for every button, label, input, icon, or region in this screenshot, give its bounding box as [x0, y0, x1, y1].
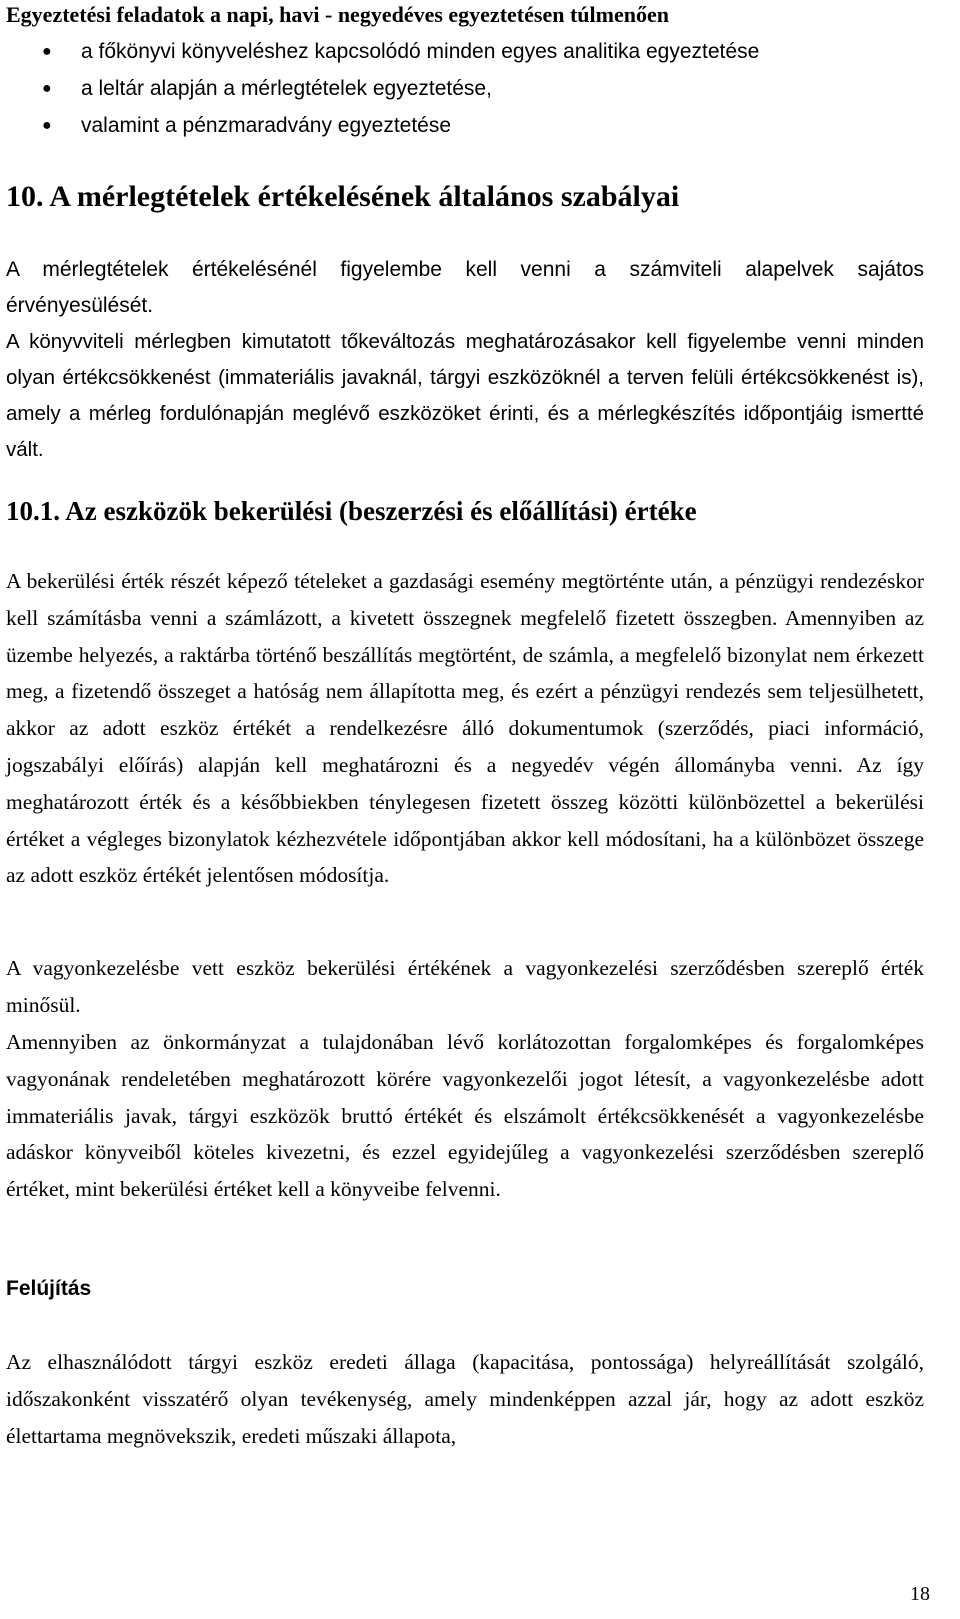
reconciliation-heading: Egyeztetési feladatok a napi, havi - negyedéves egyeztetésen túlmenően — [6, 2, 669, 27]
section-10-1-title: 10.1. Az eszközök bekerülési (beszerzési és előállítási) értéke — [6, 496, 697, 526]
section-10-1-paragraph-1: A bekerülési érték részét képező tételeket a gazdasági esemény megtörténte után, a pénzügyi rendezéskor kell számításba venni a számlázott, a kivetett összegnek megfelelő fizetett összegben. Amennyiben az üzembe helyezés, a raktárba történő beszállítás megtörtént, de számla, a megfelelő bizonylat nem érkezett meg, a fizetendő összeget a hatóság nem állapította meg, és ezért a pénzügyi rendezés sem teljesülhetett, akkor az adott eszköz értékét a rendelkezésre álló dokumentumok (szerződés, piaci információ, jogszabályi előírás) alapján kell meghatározni és a negyedév végén állományba venni. Az így meghatározott érték és a későbbiekben ténylegesen fizetett összeg közötti különbözettel a bekerülési értéket a végleges bizonylatok kézhezvétele időpontjában akkor kell módosítani, ha a különbözet összege az adott eszköz értékét jelentősen módosítja. — [6, 569, 924, 888]
section-10-1-paragraph-2: A vagyonkezelésbe vett eszköz bekerülési értékének a vagyonkezelési szerződésben szereplő érték minősül. — [6, 956, 924, 1017]
list-item-text: a leltár alapján a mérlegtételek egyeztetése, — [81, 77, 492, 100]
felujitas-heading: Felújítás — [6, 1277, 92, 1300]
bullet-icon: ● — [42, 80, 52, 97]
section-10-paragraph-2: A könyvviteli mérlegben kimutatott tőkeváltozás meghatározásakor kell figyelembe venni minden olyan értékcsökkenést (immateriális javaknál, tárgyi eszközöknél a terven felüli értékcsökkenést is), amely a mérleg fordulónapján meglévő eszközöket érinti, és a mérlegkészítés időpontjáig ismertté vált. — [6, 330, 924, 461]
list-item-text: valamint a pénzmaradvány egyeztetése — [81, 114, 452, 137]
list-item — [6, 70, 924, 107]
page-number: 18 — [910, 1583, 930, 1605]
bullet-icon: ● — [42, 43, 52, 60]
list-item — [6, 107, 924, 144]
list-item-text: a főkönyvi könyveléshez kapcsolódó minden egyes analitika egyeztetése — [81, 40, 760, 63]
felujitas-paragraph: Az elhasználódott tárgyi eszköz eredeti állaga (kapacitása, pontossága) helyreállítását szolgáló, időszakonként visszatérő olyan tevékenység, amely mindenképpen azzal jár, hogy az adott eszköz élettartama megnövekszik, eredeti műszaki állapota, — [6, 1350, 924, 1448]
reconciliation-bullet-list — [6, 33, 924, 144]
bullet-icon: ● — [42, 117, 52, 134]
section-10-title: 10. A mérlegtételek értékelésének általános szabályai — [6, 180, 680, 213]
section-10-paragraph-1: A mérlegtételek értékelésénél figyelembe kell venni a számviteli alapelvek sajátos érvényesülését. — [6, 258, 924, 317]
section-10-1-paragraph-3: Amennyiben az önkormányzat a tulajdonában lévő korlátozottan forgalomképes és forgalomképes vagyonának rendeletében meghatározott körére vagyonkezelői jogot létesít, a vagyonkezelésbe adott immateriális javak, tárgyi eszközök bruttó értékét és elszámolt értékcsökkenését a vagyonkezelésbe adáskor könyveiből köteles kivezetni, és ezzel egyidejűleg a vagyonkezelési szerződésben szereplő értéket, mint bekerülési értéket kell a könyveibe felvenni. — [6, 1030, 924, 1202]
list-item — [6, 33, 924, 70]
